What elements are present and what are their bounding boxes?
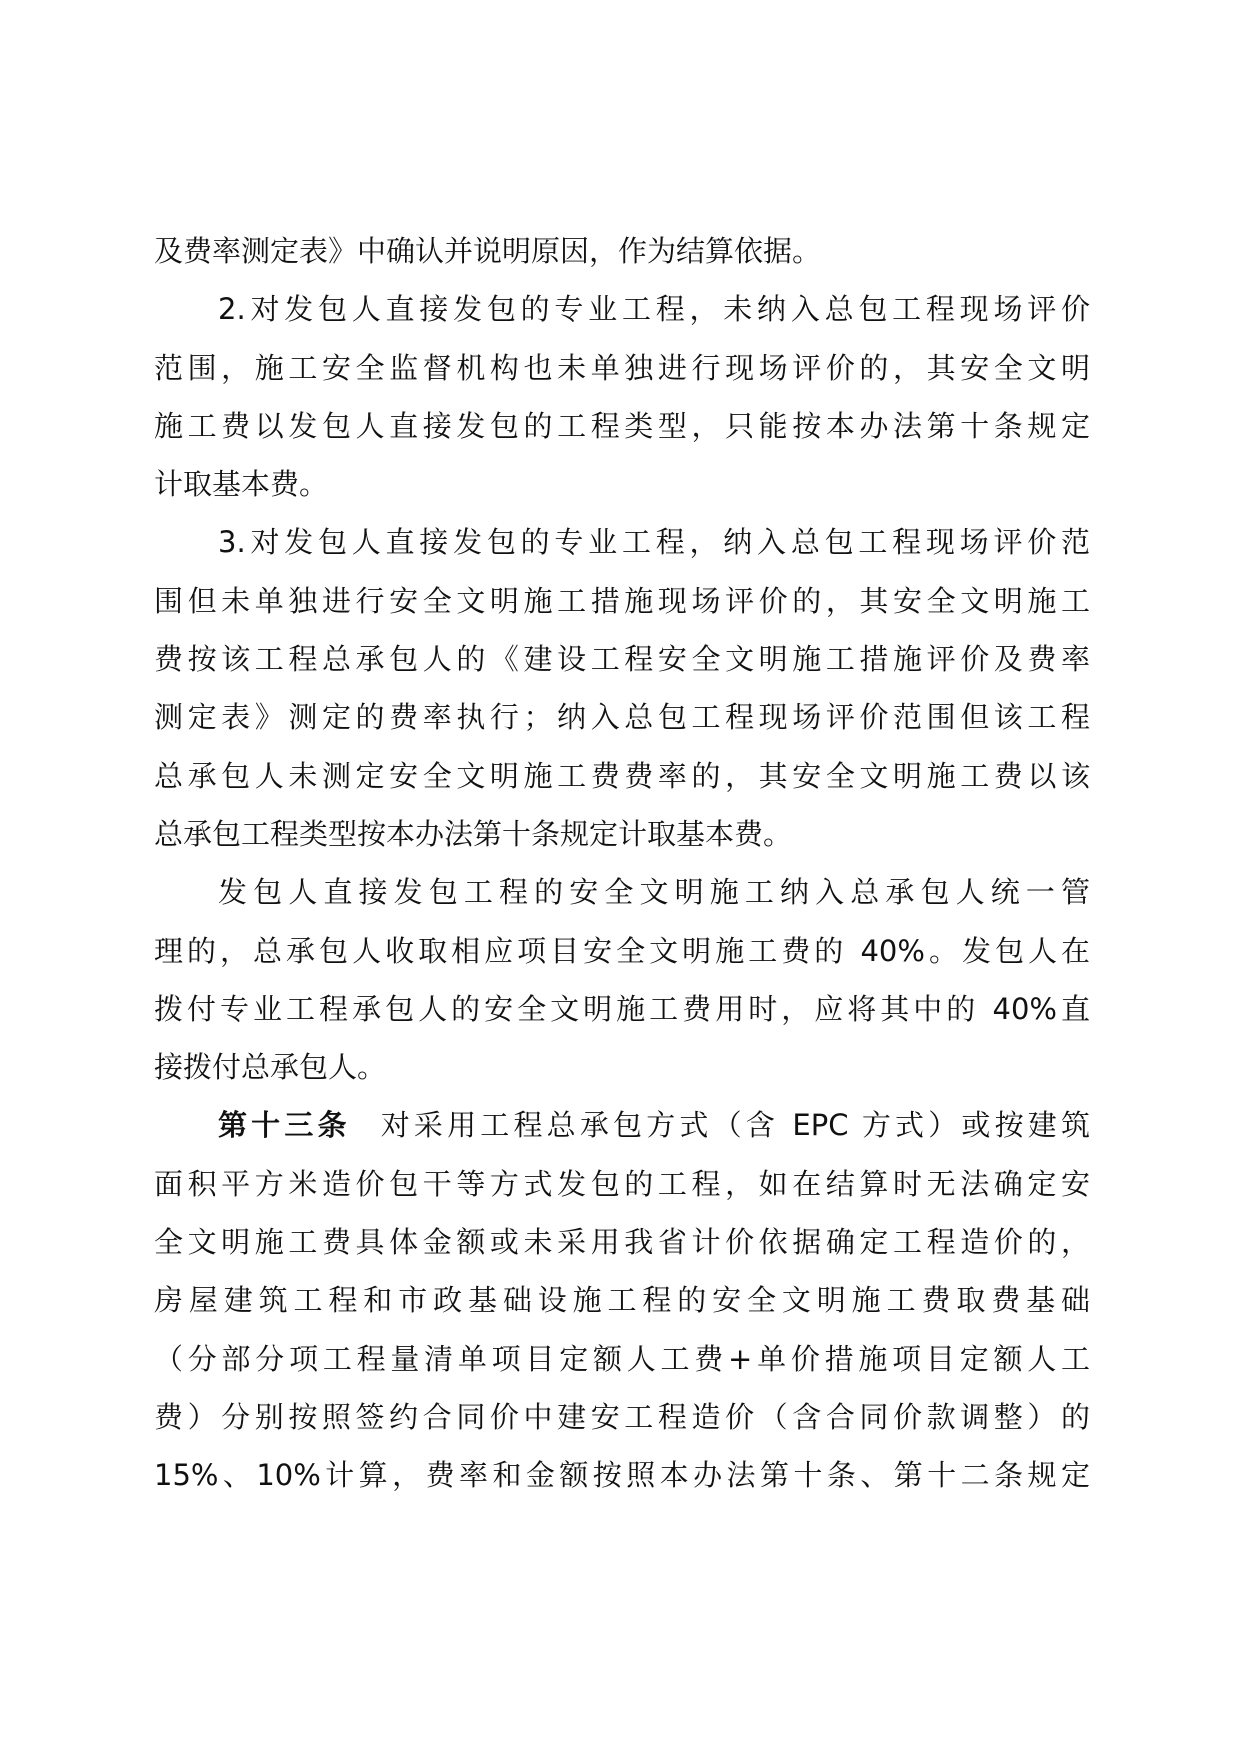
text-line: 总承包人未测定安全文明施工费费率的，其安全文明施工费以该 [154,758,1090,793]
text-line: 计取基本费。 [154,467,329,502]
text-line: 及费率测定表》中确认并说明原因，作为结算依据。 [154,234,822,268]
text-line: 发包人直接发包工程的安全文明施工纳入总承包人统一管 [218,875,1090,910]
document-page [154,222,1090,1505]
text-line: 15%、10%计算，费率和金额按照本办法第十条、第十二条规定 [154,1458,1090,1493]
text-line: 围但未单独进行安全文明施工措施现场评价的，其安全文明施工 [154,583,1090,618]
text-line: 费）分别按照签约合同价中建安工程造价（含合同价款调整）的 [154,1399,1090,1434]
text-line: 全文明施工费具体金额或未采用我省计价依据确定工程造价的， [154,1225,1090,1260]
text-line: （分部分项工程量清单项目定额人工费+单价措施项目定额人工 [154,1341,1090,1376]
text-line: 接拨付总承包人。 [154,1050,387,1085]
article-13-first-line [154,1096,1090,1154]
text-line: 房屋建筑工程和市政基础设施工程的安全文明施工费取费基础 [154,1283,1090,1318]
text-line: 总承包工程类型按本办法第十条规定计取基本费。 [154,816,793,851]
text-line: 范围，施工安全监督机构也未单独进行现场评价的，其安全文明 [154,350,1090,385]
text-line: 理的，总承包人收取相应项目安全文明施工费的 40%。发包人在 [154,933,1090,968]
text-line: 对采用工程总承包方式（含 EPC 方式）或按建筑 [380,1108,1090,1143]
text-line: 面积平方米造价包干等方式发包的工程，如在结算时无法确定安 [154,1166,1090,1201]
text-line: 施工费以发包人直接发包的工程类型，只能按本办法第十条规定 [154,408,1090,443]
text-line: 拨付专业工程承包人的安全文明施工费用时，应将其中的 40%直 [154,991,1090,1026]
text-line: 费按该工程总承包人的《建设工程安全文明施工措施评价及费率 [154,642,1090,677]
text-line: 测定表》测定的费率执行；纳入总包工程现场评价范围但该工程 [154,700,1090,735]
article-heading: 第十三条 [218,1108,351,1143]
text-line: 3.对发包人直接发包的专业工程，纳入总包工程现场评价范 [218,525,1090,560]
text-line: 2.对发包人直接发包的专业工程，未纳入总包工程现场评价 [218,292,1090,327]
